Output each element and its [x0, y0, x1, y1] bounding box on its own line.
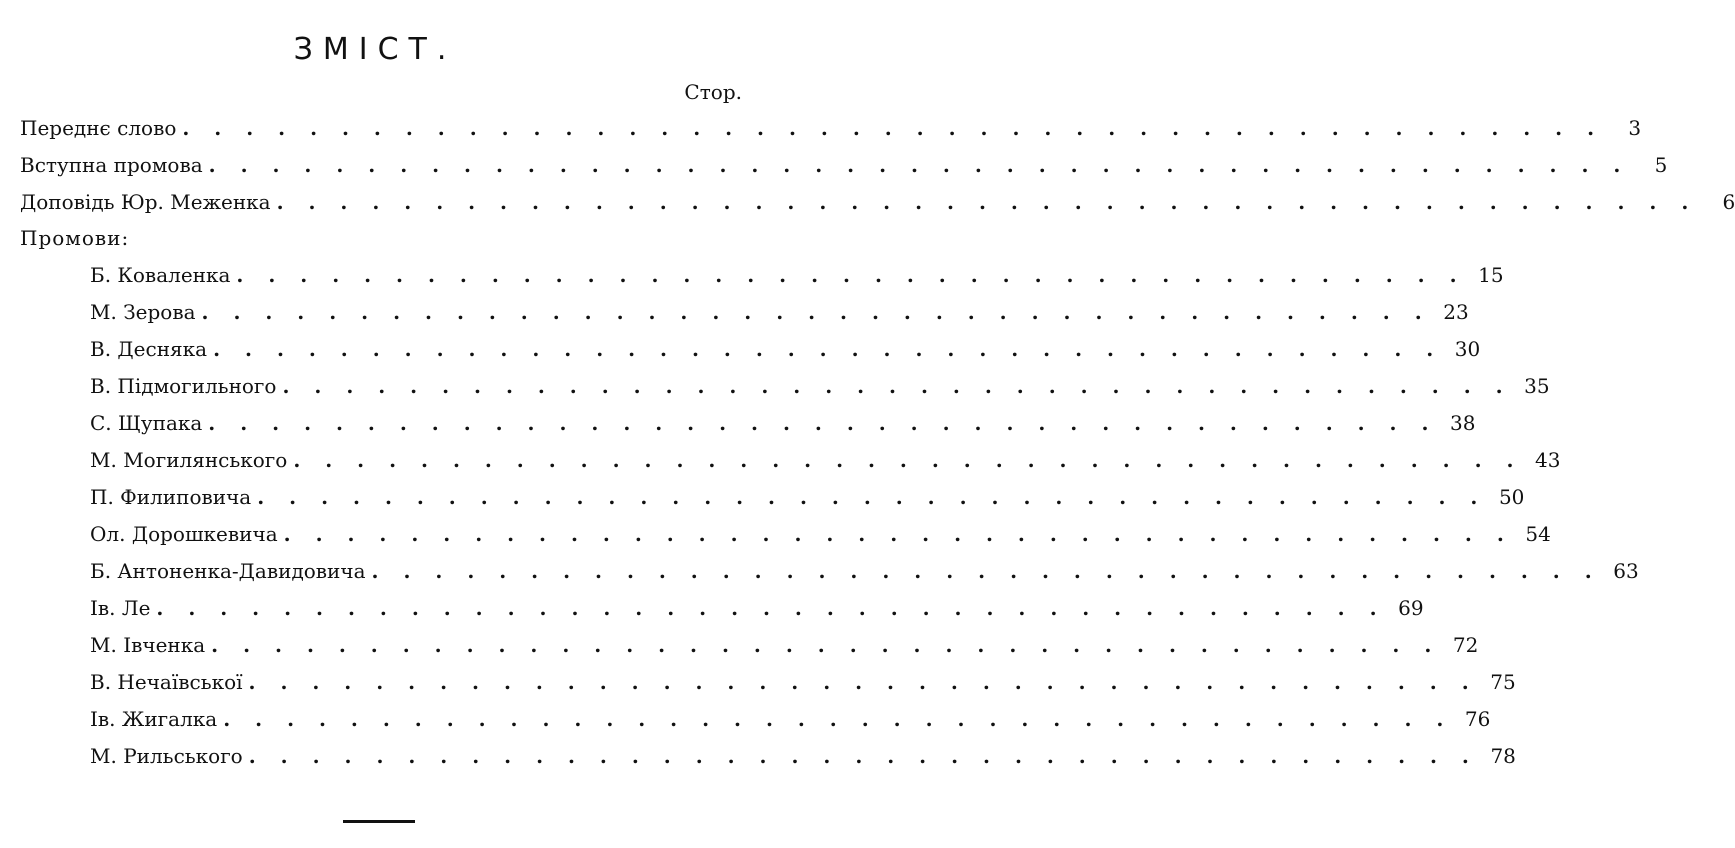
toc-entry-page: 43 — [1535, 448, 1561, 472]
dot-leader: . . . . . . . . . . . . . . . . . . . . . . . . . . . . . . . . . . . . . . . — [213, 337, 1443, 361]
toc-entry — [20, 113, 1642, 143]
toc-entry-label: Переднє слово — [20, 116, 177, 140]
toc-entry-label: П. Филиповича — [90, 485, 252, 509]
dot-leader: . . . . . . . . . . . . . . . . . . . . . . . . . . . . . . . . . . . . . . . — [201, 300, 1431, 324]
toc-entry-label: С. Щупака — [90, 411, 203, 435]
page-title: ЗМІСТ. — [293, 32, 457, 67]
dot-leader: . . . . . . . . . . . . . . . . . . . . . . . . . . . . . . . . . . . . . . . — [156, 596, 1386, 620]
toc-entry — [90, 260, 1504, 290]
dot-leader: . . . . . . . . . . . . . . . . . . . . . . . . . . . . . . . . . . . . . . . — [223, 707, 1453, 731]
toc-entry — [90, 519, 1551, 549]
dot-leader: . . . . . . . . . . . . . . . . . . . . . . . . . . . . . . . . . . . . . . . — [208, 411, 1438, 435]
toc-entry — [90, 630, 1479, 660]
toc-entry-page: 78 — [1490, 744, 1516, 768]
toc-entry-label: Доповідь Юр. Меженка — [20, 190, 271, 214]
toc-entry-label: В. Нечаївської — [90, 670, 243, 694]
toc-entry — [20, 150, 1668, 180]
toc-entry-page: 75 — [1490, 670, 1516, 694]
toc-entry — [90, 297, 1469, 327]
dot-leader: . . . . . . . . . . . . . . . . . . . . . . . . . . . . . . . . . . . . . . . . . . . . . — [208, 153, 1630, 177]
toc-entry-page: 5 — [1654, 153, 1668, 177]
toc-entry-page: 6 — [1722, 190, 1735, 214]
toc-entry-label: М. Могилянського — [90, 448, 288, 472]
dot-leader: . . . . . . . . . . . . . . . . . . . . . . . . . . . . . . . . . . . . . . . — [257, 485, 1487, 509]
toc-entry-page: 3 — [1628, 116, 1642, 140]
dot-leader: . . . . . . . . . . . . . . . . . . . . . . . . . . . . . . . . . . . . . . . — [293, 448, 1523, 472]
toc-entry — [90, 482, 1525, 512]
toc-entry — [90, 371, 1550, 401]
dot-leader: . . . . . . . . . . . . . . . . . . . . . . . . . . . . . . . . . . . . . . . — [283, 522, 1513, 546]
toc-entry-page: 38 — [1450, 411, 1476, 435]
toc-entry — [90, 556, 1639, 586]
toc-entry-page: 30 — [1454, 337, 1481, 361]
speeches-section-label: Промови: — [20, 226, 130, 250]
page-column-header: Стор. — [684, 80, 742, 104]
dot-leader: . . . . . . . . . . . . . . . . . . . . . . . . . . . . . . . . . . . . . . . . . . . . . — [276, 190, 1698, 214]
toc-entry-label: М. Зерова — [90, 300, 196, 324]
toc-entry-label: Ів. Жигалка — [90, 707, 218, 731]
toc-entry — [90, 593, 1424, 623]
dot-leader: . . . . . . . . . . . . . . . . . . . . . . . . . . . . . . . . . . . . . . . . . . . . . — [182, 116, 1604, 140]
toc-entry-label: Б. Коваленка — [90, 263, 231, 287]
toc-entry-page: 69 — [1398, 596, 1424, 620]
dot-leader: . . . . . . . . . . . . . . . . . . . . . . . . . . . . . . . . . . . . . . . — [248, 744, 1478, 768]
toc-entry-label: Б. Антоненка-Давидовича — [90, 559, 366, 583]
closing-rule — [343, 820, 415, 823]
toc-entry-page: 54 — [1525, 522, 1551, 546]
toc-entry-label: Ол. Дорошкевича — [90, 522, 278, 546]
toc-entry — [90, 334, 1481, 364]
toc-entry-page: 63 — [1613, 559, 1639, 583]
toc-entry-page: 72 — [1452, 633, 1479, 657]
dot-leader: . . . . . . . . . . . . . . . . . . . . . . . . . . . . . . . . . . . . . . . — [371, 559, 1601, 583]
dot-leader: . . . . . . . . . . . . . . . . . . . . . . . . . . . . . . . . . . . . . . . — [211, 633, 1441, 657]
toc-entry-label: В. Підмогильного — [90, 374, 277, 398]
toc-entry — [90, 445, 1561, 475]
toc-entry — [90, 741, 1516, 771]
dot-leader: . . . . . . . . . . . . . . . . . . . . . . . . . . . . . . . . . . . . . . . — [282, 374, 1512, 398]
toc-entry-label: Вступна промова — [20, 153, 203, 177]
toc-entry — [90, 667, 1516, 697]
toc-entry-label: Ів. Ле — [90, 596, 151, 620]
toc-entry-page: 35 — [1524, 374, 1550, 398]
toc-entry — [20, 187, 1735, 217]
toc-entry-label: М. Івченка — [90, 633, 206, 657]
toc-entry — [90, 704, 1491, 734]
toc-entry-page: 15 — [1478, 263, 1504, 287]
dot-leader: . . . . . . . . . . . . . . . . . . . . . . . . . . . . . . . . . . . . . . . — [248, 670, 1478, 694]
dot-leader: . . . . . . . . . . . . . . . . . . . . . . . . . . . . . . . . . . . . . . . — [236, 263, 1466, 287]
toc-entry — [90, 408, 1476, 438]
toc-entry-label: В. Десняка — [90, 337, 208, 361]
toc-entry-label: М. Рильського — [90, 744, 243, 768]
toc-entry-page: 50 — [1498, 485, 1525, 509]
toc-entry-page: 76 — [1464, 707, 1491, 731]
toc-entry-page: 23 — [1443, 300, 1469, 324]
